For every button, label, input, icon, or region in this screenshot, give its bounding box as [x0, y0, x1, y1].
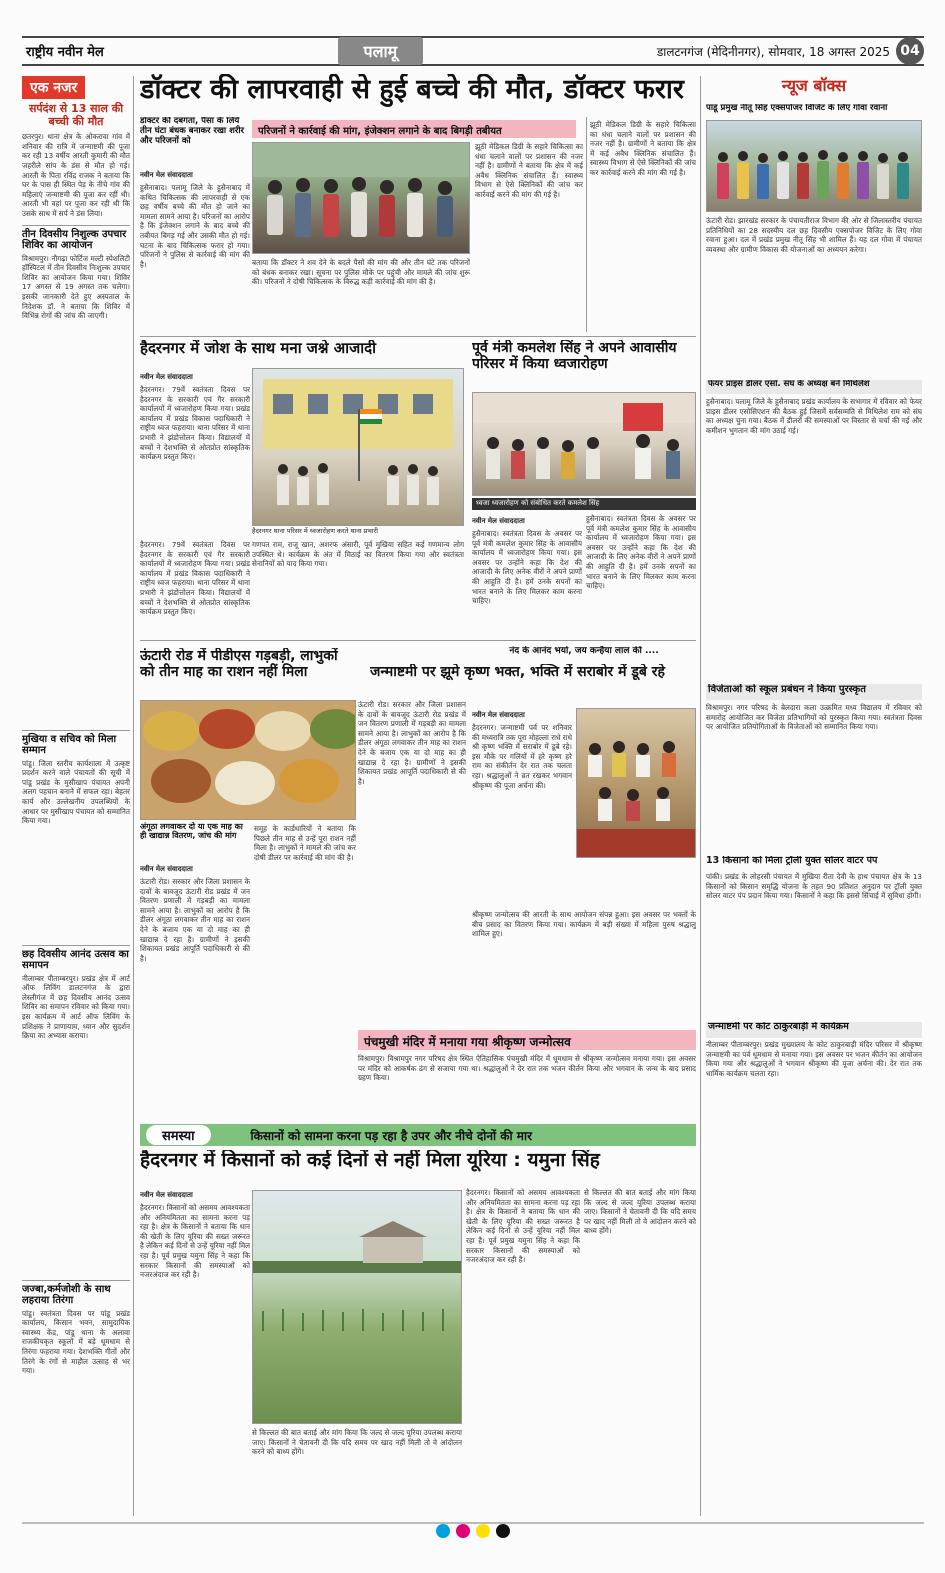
news-box-text: पांकी। प्रखंड के लोहरसी पंचायत में मुखिया रीता देवी के हाथ पंचायत क्षेत्र के 13 किसानों को किसान समृद्धि योजना के तहत 90 प्रतिशत अनुदान पर ट्रॉली युक्त सोलर वाटर पंप प्रदान किया गया। किसानों ने कहा कि इससे सिंचाई में सुविधा होगी।	[706, 872, 922, 901]
lead-text: झूठी मेडिकल डिग्री के सहारे चिकित्सा का धंधा चलाने वालों पर प्रशासन की नजर नहीं है। ग्रामीणों ने बताया कि क्षेत्र में कई अवैध क्लिनिक संचालित हैं। स्वास्थ्य विभाग से ऐसे क्लिनिकों की जांच कर कार्रवाई करने की मांग की गई है।	[590, 120, 696, 177]
samasya-text: से किल्लत की बात बताई और मांग किया कि जल्द से जल्द यूरिया उपलब्ध कराया जाए। किसानों ने चेतावनी दी कि यदि समय पर खाद नहीं मिली तो वे आंदोलन करने को बाध्य होंगे।	[584, 1188, 696, 1236]
haidernagar-headline: हैदरनगर में जोश के साथ मना जश्ने आजादी	[140, 340, 376, 357]
brief-text: पांडू। जिला स्तरीय कार्यशाला में उत्कृष्ट प्रदर्शन करने वाले पंचायतों की सूची में पांडू प्रखंड के मुसीखाप पंचायत अपनी अलग पहचान बनाने में सफल रहा। बेहतर कार्य और उल्लेखनीय उपलब्धियों के आधार पर मुसीखाप पंचायत को सम्मानित किया गया।	[22, 758, 130, 826]
ration-text: ऊंटारी रोड। सरकार और जिला प्रशासन के दावों के बावजूद ऊंटारी रोड प्रखंड में जन वितरण प्रणाली में गड़बड़ी का मामला सामने आया है। लाभुकों का आरोप है कि डीलर अंगूठा लगवाकर तीन माह का राशन देने के बजाय एक या दो माह का ही खाद्यान्न दे रहा है। ग्रामीणों ने इसकी शिकायत प्रखंड आपूर्ति पदाधिकारी से की है।	[140, 877, 250, 963]
byline: नवीन मेल संवाददाता	[472, 517, 525, 525]
lead-headline: डॉक्टर की लापरवाही से हुई बच्चे की मौत, डॉक्टर फरार	[140, 74, 684, 105]
photo-caption: ध्वजा ध्वजारोहण को संबोधित करते कमलेश सिंह	[472, 498, 696, 510]
samasya-banner	[140, 1124, 696, 1146]
paper-name: राष्ट्रीय नवीन मेल	[26, 45, 104, 60]
lead-subhead: परिजनों ने कार्रवाई की मांग, इंजेक्शन लगाने के बाद बिगड़ी तबीयत	[252, 120, 576, 138]
brief-headline: सर्पदंश से 13 साल की बच्ची की मौत	[28, 102, 124, 128]
ration-text: समूह के कार्डधारियों ने बताया कि पिछले तीन माह से उन्हें पूरा राशन नहीं मिला है। लाभुकों ने मामले की जांच कर दोषी डीलर पर कार्रवाई की मांग की है।	[254, 824, 356, 862]
samasya-kicker: किसानों को सामना करना पड़ रहा है उपर और नीचे दोनों की मार	[250, 1128, 532, 1143]
byline: नवीन मेल संवाददाता	[140, 1191, 193, 1199]
news-box-text: ऊंटारी रोड। झारखंड सरकार के पंचायतीराज विभाग की ओर से जिलास्तरीय पंचायत प्रतिनिधियों का 28 सदस्यीय दल छह दिवसीय एक्सपोजर विजिट के लिए गोवा रवाना हुआ। दल में प्रखंड प्रमुख नीतू सिंह भी शामिल हैं। यह दल गोवा में पंचायत व्यवस्था और ग्रामीण विकास की योजनाओं का अध्ययन करेगा।	[706, 216, 922, 254]
samasya-text: से किल्लत की बात बताई और मांग किया कि जल्द से जल्द यूरिया उपलब्ध कराया जाए। किसानों ने चेतावनी दी कि यदि समय पर खाद नहीं मिली तो वे आंदोलन करने को बाध्य होंगे।	[252, 1428, 462, 1457]
janmashtami-text: श्रीकृष्ण जन्मोत्सव की आरती के साथ आयोजन संपन्न हुआ। इस अवसर पर भक्तों के बीच प्रसाद का वितरण किया गया। कार्यक्रम में बड़ी संख्या में महिला पुरुष श्रद्धालु शामिल हुए।	[472, 910, 696, 939]
lead-text: झूठी मेडिकल डिग्री के सहारे चिकित्सा का धंधा चलाने वालों पर प्रशासन की नजर नहीं है। ग्रामीणों ने बताया कि क्षेत्र में कई अवैध क्लिनिक संचालित हैं। स्वास्थ्य विभाग से ऐसे क्लिनिकों की जांच कर कार्रवाई करने की मांग की गई है।	[475, 142, 583, 199]
print-mark	[456, 1524, 470, 1538]
photo-caption: हैदरनगर थाना परिसर में ध्वजारोहण करते थाना प्रभारी	[252, 527, 378, 535]
news-box-header	[706, 74, 922, 102]
news-box-headline: विजेताओं को स्कूल प्रबंधन ने किया पुरस्कृत	[708, 684, 866, 695]
ration-text: ऊंटारी रोड। सरकार और जिला प्रशासन के दावों के बावजूद ऊंटारी रोड प्रखंड में जन वितरण प्रणाली में गड़बड़ी का मामला सामने आया है। लाभुकों का आरोप है कि डीलर अंगूठा लगवाकर तीन माह का राशन देने के बजाय एक या दो माह का ही खाद्यान्न दे रहा है। ग्रामीणों ने इसकी शिकायत प्रखंड आपूर्ति पदाधिकारी से की है।	[358, 700, 466, 786]
brief-text: छतरपुर। थाना क्षेत्र के ओकरावा गांव में शनिवार की रात्रि में जन्माष्टमी की पूजा कर रही 13 वर्षीय आरती कुमारी की मौत जहरीले सांप के डंस से मौत हो गई। आरती के पिता रविंद्र राजक ने बताया कि घर के पास ही स्थित पेड़ के नीचे गांव की महिलाएं जन्माष्टमी की पूजा कर रहीं थी। आरती भी वहां पर पूजा कर रही थी कि उसके साथ में सर्प ने डंस लिया।	[22, 132, 130, 219]
print-mark	[496, 1524, 510, 1538]
haidernagar-text: हैदरनगर। 79वें स्वतंत्रता दिवस पर हैदरनगर के सरकारी एवं गैर सरकारी कार्यालयों में ध्वजारोहण किया गया। प्रखंड कार्यालय में प्रखंड विकास पदाधिकारी ने राष्ट्रीय ध्वज फहराया। थाना परिसर में थाना प्रभारी ने झंडोत्तोलन किया। विद्यालयों में बच्चों ने देशभक्ति से ओतप्रोत सांस्कृतिक कार्यक्रम प्रस्तुत किए।	[140, 540, 250, 617]
news-box-text: विश्रामपुर। नगर परिषद के बेलदारा कला उत्क्रमित मध्य विद्यालय में रविवार को समारोह आयोजित कर विजेता प्रतिभागियों को पुरस्कृत किया गया। स्वतंत्रता दिवस पर आयोजित प्रतियोगिताओं के विजेताओं को सम्मानित किया गया।	[706, 703, 922, 732]
janmashtami-text: हैदरनगर। जन्माष्टमी पर्व पर शनिवार की मध्यरात्रि तक पूरा मोहल्ला राधे राधे श्री कृष्ण भक्ति में सराबोर में डूबे रहे। इस मौके पर गलियों में हरे कृष्ण हरे राम का संकीर्तन देर रात तक चलता रहा। श्रद्धालुओं ने व्रत रखकर भगवान श्रीकृष्ण की पूजा अर्चना की।	[472, 723, 572, 790]
news-box-text: नीलाम्बर पीताम्बरपुर। प्रखंड मुख्यालय के कोट ठाकुरबाड़ी मंदिर परिसर में श्रीकृष्ण जन्माष्टमी का पर्व धूमधाम से मनाया गया। इस अवसर पर भजन कीर्तन का आयोजन किया गया और श्रद्धालुओं ने भगवान श्रीकृष्ण की पूजा अर्चना की। देर रात तक धार्मिक कार्यक्रम चलता रहा।	[706, 1040, 922, 1078]
news-box-label: न्यूज बॉक्स	[781, 76, 847, 95]
grain-photo	[140, 700, 356, 820]
byline: नवीन मेल संवाददाता	[140, 865, 193, 873]
byline: नवीन मेल संवाददाता	[140, 373, 193, 381]
print-mark	[476, 1524, 490, 1538]
print-mark	[436, 1524, 450, 1538]
janmashtami-kicker: नंद के आनंद भयो, जय कन्हैया लाल की ....	[509, 646, 659, 656]
column-divider	[133, 76, 134, 1516]
page-number: 04	[896, 37, 924, 65]
news-box-headline: जन्माष्टमी पर कोट ठाकुरबाड़ी में कार्यक्रम	[708, 1022, 849, 1032]
samasya-headline: हैदरनगर में किसानों को कई दिनों से नहीं मिला यूरिया : यमुना सिंह	[140, 1150, 600, 1171]
brief-headline: जज्बा,कर्मजोशी के साथ लहराया तिरंगा	[22, 1280, 130, 1307]
brief-headline: छह दिवसीय आनंद उत्सव का समापन	[22, 945, 130, 972]
haidernagar-flag-photo	[252, 368, 464, 526]
byline: नवीन मेल संवाददाता	[140, 171, 193, 179]
print-color-marks	[22, 1522, 924, 1538]
kamlesh-text: हुसैनाबाद। स्वतंत्रता दिवस के अवसर पर पूर्व मंत्री कमलेश कुमार सिंह के आवासीय कार्यालय में ध्वजारोहण किया गया। इस अवसर पर उन्होंने कहा कि देश की आजादी के लिए अनेक वीरों ने अपने प्राणों की आहुति दी है। हमें उनके सपनों का भारत बनाने के लिए मिलकर काम करना चाहिए।	[472, 529, 582, 606]
janmashtami-photo	[576, 708, 696, 858]
ek-nazar-column	[22, 76, 130, 1516]
goa-delegation-photo	[706, 120, 922, 212]
news-box-headline: 13 किसानों को मिला ट्रॉली युक्त सोलर वाटर पंप	[706, 856, 878, 866]
section-name: पलामू	[338, 37, 424, 65]
location-date: डालटनगंज (मेदिनीनगर), सोमवार, 18 अगस्त 2025	[656, 44, 890, 59]
lead-story-headline	[140, 74, 696, 114]
samasya-tag: समस्या	[146, 1125, 211, 1145]
ration-headline: ऊंटारी रोड में पीडीएस गड़बड़ी, लाभुकों को तीन माह का राशन नहीं मिला	[140, 648, 338, 681]
ration-photo-subhead: अंगूठा लगवाकर दो या एक माह का ही खाद्यान्न वितरण, जांच की मांग	[140, 822, 243, 841]
section-divider	[140, 640, 696, 641]
samasya-text: हैदरनगर। किसानों को असमय आवश्यकता और अनियमितता का सामना करना पड़ रहा है। क्षेत्र के किसानों ने बताया कि धान की खेती के लिए यूरिया की सख्त जरूरत है लेकिन कई दिनों से उन्हें यूरिया नहीं मिल रहा है। पूर्व प्रमुख यमुना सिंह ने कहा कि सरकार किसानों की समस्याओं को नजरअंदाज कर रही है।	[466, 1188, 580, 1265]
news-box-headline: फेयर प्राइस डीलर एसो. संघ के अध्यक्ष बने मिथिलेश	[708, 380, 870, 389]
column-divider	[586, 117, 587, 332]
samasya-text: हैदरनगर। किसानों को असमय आवश्यकता और अनियमितता का सामना करना पड़ रहा है। क्षेत्र के किसानों ने बताया कि धान की खेती के लिए यूरिया की सख्त जरूरत है लेकिन कई दिनों से उन्हें यूरिया नहीं मिल रहा है। पूर्व प्रमुख यमुना सिंह ने कहा कि सरकार किसानों की समस्याओं को नजरअंदाज कर रही है।	[140, 1203, 250, 1280]
ek-nazar-label: एक नजर	[22, 76, 85, 99]
section-divider	[140, 336, 696, 337]
news-box-headline: पांडू प्रमुख नीतू सिंह एक्सपोजर विजिट के लिए गोवा रवाना	[706, 104, 888, 113]
lead-text: हुसैनाबाद। पलामू जिले के हुसैनाबाद में कथित चिकित्सक की लापरवाही से एक छह वर्षीय बच्चे की मौत हो जाने का मामला सामने आया है। परिजनों का आरोप है कि इंजेक्शन लगाने के बाद बच्चे की तबीयत बिगड़ गई और उसकी मौत हो गई। घटना के बाद चिकित्सक फरार हो गया। परिजनों ने पुलिस से कार्रवाई की मांग की है।	[140, 183, 250, 269]
byline: नवीन मेल संवाददाता	[472, 711, 525, 719]
kamlesh-text: हुसैनाबाद। स्वतंत्रता दिवस के अवसर पर पूर्व मंत्री कमलेश कुमार सिंह के आवासीय कार्यालय में ध्वजारोहण किया गया। इस अवसर पर उन्होंने कहा कि देश की आजादी के लिए अनेक वीरों ने अपने प्राणों की आहुति दी है। हमें उनके सपनों का भारत बनाने के लिए मिलकर काम करना चाहिए।	[586, 514, 696, 591]
panchmukhi-headline: पंचमुखी मंदिर में मनाया गया श्रीकृष्ण जन्मोत्सव	[358, 1030, 696, 1050]
kamlesh-photo	[472, 392, 696, 496]
haidernagar-text: गणपत राम, राजू खान, अशरफ अंसारी, पूर्व मुखिया सहित कई गणमान्य लोग उपस्थित थे। कार्यक्रम के अंत में मिठाई का वितरण किया गया और स्वतंत्रता सेनानियों को याद किया गया।	[252, 540, 464, 569]
masthead	[22, 36, 924, 66]
brief-headline: तीन दिवसीय निशुल्क उपचार शिविर का आयोजन	[22, 225, 130, 252]
news-box-text: हुसैनाबाद। पलामू जिले के हुसैनाबाद प्रखंड कार्यालय के सभागार में रविवार को फेयर प्राइस डीलर एसोसिएशन की बैठक हुई जिसमें सर्वसम्मति से मिथिलेश राम को संघ का अध्यक्ष चुना गया। बैठक में डीलरों की समस्याओं पर विस्तार से चर्चा की गई और कमीशन भुगतान की मांग उठाई गई।	[706, 397, 922, 435]
haidernagar-text: हैदरनगर। 79वें स्वतंत्रता दिवस पर हैदरनगर के सरकारी एवं गैर सरकारी कार्यालयों में ध्वजारोहण किया गया। प्रखंड कार्यालय में प्रखंड विकास पदाधिकारी ने राष्ट्रीय ध्वज फहराया। थाना परिसर में थाना प्रभारी ने झंडोत्तोलन किया। विद्यालयों में बच्चों ने देशभक्ति से ओतप्रोत सांस्कृतिक कार्यक्रम प्रस्तुत किए।	[140, 385, 250, 462]
brief-text: नीलाम्बर पीताम्बरपुर। प्रखंड क्षेत्र में आर्ट ऑफ लिविंग डालटनगंज के द्वारा लेस्लीगंज में छह दिवसीय आनंद उत्सव शिविर का समापन रविवार को किया गया। इस कार्यक्रम में आर्ट ऑफ लिविंग के प्रशिक्षक ने प्राणायाम, ध्यान और सुदर्शन क्रिया का अभ्यास कराया।	[22, 973, 130, 1041]
paddy-field-photo	[252, 1190, 462, 1424]
brief-headline: मुखिया व सचिव को मिला सम्मान	[22, 730, 130, 757]
column-divider	[700, 76, 701, 1516]
panchmukhi-text: विश्रामपुर। विश्रामपुर नगर परिषद क्षेत्र स्थित ऐतिहासिक पंचमुखी मंदिर में धूमधाम से श्रीकृष्ण जन्मोत्सव मनाया गया। इस अवसर पर मंदिर को आकर्षक ढंग से सजाया गया था। श्रद्धालुओं ने देर रात तक भजन कीर्तन किया और भगवान के जन्म के बाद प्रसाद ग्रहण किया।	[358, 1054, 696, 1083]
janmashtami-headline: जन्माष्टमी पर झूमे कृष्ण भक्त, भक्ति में सराबोर में डूबे रहे	[370, 664, 665, 680]
lead-photo	[252, 142, 470, 254]
brief-text: विश्रामपुर। नौगढ़ा फोर्टिज मल्टी स्पेशलिटी हॉस्पिटल में तीन दिवसीय निःशुल्क उपचार शिविर का आयोजन किया गया। शिविर 17 अगस्त से 19 अगस्त तक चलेगा। इसकी जानकारी देते हुए अस्पताल के निदेशक डॉ. ने बताया कि शिविर में विभिन्न रोगों की जांच की जाएगी।	[22, 253, 130, 321]
lead-text: बताया कि डॉक्टर ने शव देने के बदले पैसों की मांग की और तीन घंटे तक परिजनों को बंधक बनाकर रखा। सूचना पर पुलिस मौके पर पहुंची और मामले की जांच शुरू की। परिजनों ने दोषी चिकित्सक के विरुद्ध कड़ी कार्रवाई की मांग की है।	[252, 258, 470, 287]
kamlesh-headline: पूर्व मंत्री कमलेश सिंह ने अपने आवासीय परिसर में किया ध्वजारोहण	[472, 340, 677, 373]
lead-kicker: डॉक्टर की दबंगता, पैसा के लिये तीन घंटा बंधक बनाकर रखा शरीर और परिजनों को	[140, 117, 245, 146]
brief-text: पांडू। स्वतंत्रता दिवस पर पांडू प्रखंड कार्यालय, किसान भवन, सामुदायिक स्वास्थ्य केंद्र, पांडू थाना के अलावा राजकीयकृत स्कूलों में बड़े धूमधाम से तिरंगा फहराया गया। देशभक्ति गीतों और तिरंगे के रंगों से माहौल उत्साह से भर गया।	[22, 1308, 130, 1376]
